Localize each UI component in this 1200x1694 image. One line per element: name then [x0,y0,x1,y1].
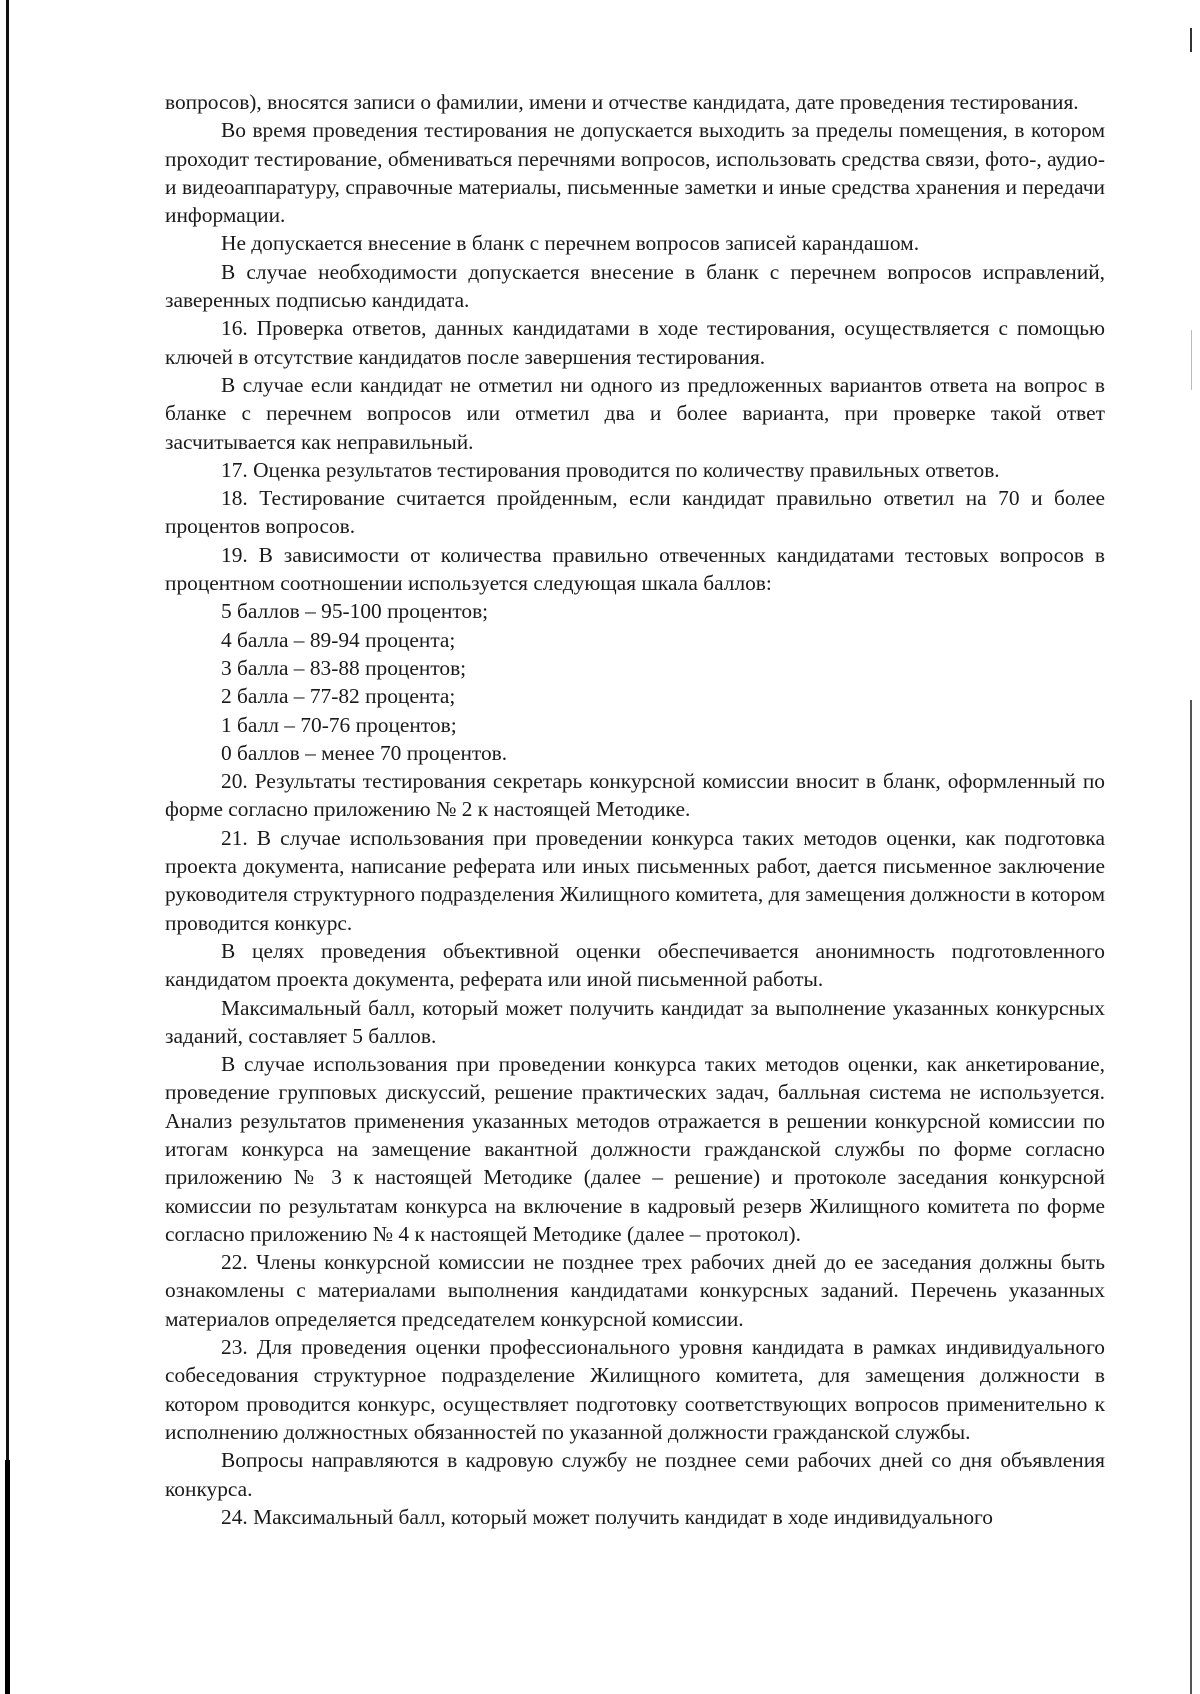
scan-edge-right-lower [1190,700,1192,1694]
paragraph-16: 16. Проверка ответов, данных кандидатами в ходе тестирования, осуществляется с помощью ключей в отсутствие кандидатов после завершения тестирования. [165,316,1105,369]
paragraph-18: 18. Тестирование считается пройденным, если кандидат правильно ответил на 70 и более процентов вопросов. [165,486,1105,539]
paragraph-22: 22. Члены конкурсной комиссии не позднее трех рабочих дней до ее заседания должны быть ознакомлены с материалами выполнения кандидатами конкурсных заданий. Перечень указанных материалов определяется председателем конкурсной комиссии. [165,1250,1105,1331]
score-scale-item: 5 баллов – 95-100 процентов; [221,599,489,624]
score-scale-item: 3 балла – 83-88 процентов; [221,655,467,680]
score-scale-item: 4 балла – 89-94 процента; [221,627,456,652]
paragraph-19: 19. В зависимости от количества правильно отвеченных кандидатами тестовых вопросов в процентном соотношении используется следующая шкала баллов: [165,542,1105,596]
paragraph-21-anonymity: В целях проведения объективной оценки обеспечивается анонимность подготовленного кандидатом проекта документа, реферата или иной письменной работы. [165,938,1105,992]
scan-edge-left-lower [5,1460,10,1694]
score-scale-item: 1 балл – 70-76 процентов; [221,712,457,737]
scan-edge-left [6,0,9,1694]
paragraph-24: 24. Максимальный балл, который может получить кандидат в ходе индивидуального [221,1504,993,1529]
paragraph-corrections: В случае необходимости допускается внесение в бланк с перечнем вопросов исправлений, заверенных подписью кандидата. [165,259,1105,313]
score-scale-item: 2 балла – 77-82 процента; [221,684,456,709]
score-scale-item: 0 баллов – менее 70 процентов. [221,740,508,765]
paragraph-23-questions: Вопросы направляются в кадровую службу не позднее семи рабочих дней со дня объявления конкурса. [165,1448,1105,1501]
document-page [165,88,1105,1531]
paragraph-continuation: вопросов), вносятся записи о фамилии, имени и отчестве кандидата, дате проведения тестирования. [165,90,1079,114]
paragraph-21-other-methods: В случае использования при проведении конкурса таких методов оценки, как анкетирование, проведение групповых дискуссий, решение практических задач, балльная система не используется. Анализ результатов применения указанных методов отражается в решении конкурсной комиссии по итогам конкурса на замещение вакантной должности гражданской службы по форме согласно приложению № 3 к настоящей Методике (далее – решение) и протоколе заседания конкурсной комиссии по результатам конкурса на включение в кадровый резерв Жилищного комитета по форме согласно приложению № 4 к настоящей Методике (далее – протокол). [165,1052,1105,1246]
paragraph-17: 17. Оценка результатов тестирования проводится по количеству правильных ответов. [221,457,1000,482]
paragraph-21-max-score: Максимальный балл, который может получить кандидат за выполнение указанных конкурсных заданий, составляет 5 баллов. [165,995,1105,1048]
scan-edge-right-middle [1191,330,1192,390]
paragraph-16-answer: В случае если кандидат не отметил ни одного из предложенных вариантов ответа на вопрос в бланке с перечнем вопросов или отметил два и более варианта, при проверке такой ответ засчитывается как неправильный. [165,372,1105,454]
paragraph-23: 23. Для проведения оценки профессионального уровня кандидата в рамках индивидуального собеседования структурное подразделение Жилищного комитета, для замещения должности в котором проводится конкурс, осуществляет подготовку соответствующих вопросов применительно к исполнению должностных обязанностей по указанной должности гражданской службы. [165,1335,1105,1444]
scan-edge-right-top [1190,28,1192,52]
paragraph-pencil-rule: Не допускается внесение в бланк с перечнем вопросов записей карандашом. [221,231,920,256]
paragraph-testing-rules: Во время проведения тестирования не допускается выходить за пределы помещения, в котором проходит тестирование, обмениваться перечнями вопросов, использовать средства связи, фото-, аудио- и видеоаппаратуру, справочные материалы, письменные заметки и иные средства хранения и передачи информации. [165,118,1105,228]
paragraph-20: 20. Результаты тестирования секретарь конкурсной комиссии вносит в бланк, оформленный по форме согласно приложению № 2 к настоящей Методике. [165,769,1105,822]
paragraph-21: 21. В случае использования при проведении конкурса таких методов оценки, как подготовка проекта документа, написание реферата или иных письменных работ, дается письменное заключение руководителя структурного подразделения Жилищного комитета, для замещения должности в котором проводится конкурс. [165,825,1105,935]
